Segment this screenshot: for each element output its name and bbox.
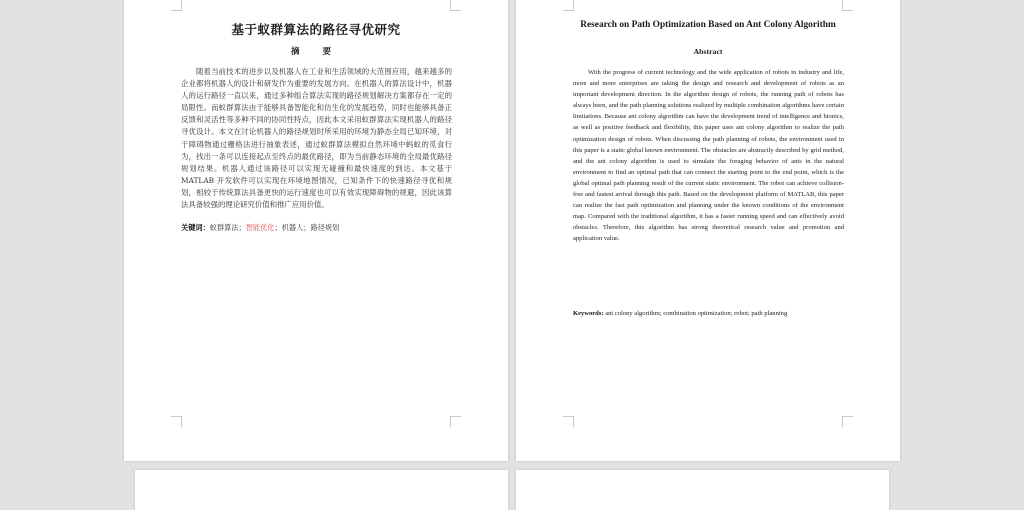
- crop-mark-top-left: [171, 0, 182, 11]
- keywords-line-english: [573, 309, 844, 319]
- crop-mark-top-right: [842, 0, 853, 11]
- abstract-heading-chinese: 摘 要: [291, 47, 341, 57]
- crop-mark-bottom-right: [842, 416, 853, 427]
- crop-mark-bottom-right: [450, 416, 461, 427]
- keyword-separator: ；: [274, 223, 282, 232]
- keyword-highlighted: 智能优化: [245, 223, 275, 232]
- keyword: 路径规划: [310, 223, 340, 232]
- keyword-separator: ；: [238, 223, 246, 232]
- abstract-body-english: With the progress of current technology and the wide application of robots in industry and life, more and more enterprises are taking the design and research and development of robots as an important development direction. In the algorithm design of robots, the running path of robots has always been, and the path planning solutions realized by multiple combination algorithms have certain limitations. Because ant colony algorithm can have the development trend of intelligence and bionics, as well as positive feedback and flexibility, this paper uses ant colony algorithm to realize the path optimization design of robots. When discussing the path planning of robots, the environment used in this paper is a static global known environment. The obstacles are abstractly described by grid method, and the ant colony algorithm is used to simulate the foraging behavior of ants in the natural environment to find an optimal path that can connect the starting point to the end point, which is the global optimal path planning result of the current static environment. The robot can achieve collision-free and fastest arrival through this path. Based on the development platform of MATLAB, this paper can realize the fast path optimization and planning under the known conditions of the environment map. Compared with the traditional algorithm, it has a faster running speed and can effectively avoid obstacles. Therefore, this algorithm has strong theoretical research value and promotion and application value.: [573, 69, 844, 243]
- keywords-label-chinese: 关键词：: [181, 223, 210, 232]
- keyword: 机器人: [281, 223, 304, 232]
- paper-title-english: Research on Path Optimization Based on Ant Colony Algorithm: [580, 20, 836, 30]
- abstract-body-chinese: 随着当前技术的进步以及机器人在工业和生活领域的大范围应用，越来越多的企业都将机器人的设计和研发作为重要的发展方向。在机器人的算法设计中，机器人的运行路径一直以来，通过多种组合算法实现的路径规划解决方案都存在一定的局限性。而蚁群算法由于能够具备智能化和仿生化的发展趋势，同时也能够具备正反馈和灵活性等多种不同的协同性特点，因此本文采用蚁群算法实现机器人的路径寻优设计。本文在讨论机器人的路径规划时所采用的环境为静态全局已知环境，对于障碍物通过栅格法进行抽象表述，通过蚁群算法模拟自然环境中蚂蚁的觅食行为，找出一条可以连接起点至终点的最优路径，即为当前静态环境的全局最优路径规划结果。机器人通过该路径可以实现无碰撞和最快速度的到达。本文基于 MATLAB 开发软件可以实现在环境地图情况，已知条件下的快速路径寻优和规划，相较于传统算法具备更快的运行速度也可以有效实现障碍物的规避，因此该算法具备较强的理论研究价值和推广应用价值。: [181, 67, 452, 210]
- keywords-text-english: ant colony algorithm; combination optimization; robot; path planning: [605, 310, 788, 317]
- crop-mark-bottom-left: [171, 416, 182, 427]
- keywords-line-chinese: [181, 223, 452, 233]
- abstract-heading-english: Abstract: [693, 47, 723, 56]
- paper-title-chinese: 基于蚁群算法的路径寻优研究: [231, 22, 401, 37]
- document-page-english-abstract: [516, 0, 900, 461]
- document-page-chinese-abstract: [124, 0, 508, 461]
- keyword: 蚁群算法: [209, 223, 239, 232]
- crop-mark-top-right: [450, 0, 461, 11]
- document-page-next-left: [135, 470, 508, 510]
- keywords-label-english: Keywords:: [573, 310, 604, 317]
- document-page-next-right: [516, 470, 889, 510]
- crop-mark-bottom-left: [563, 416, 574, 427]
- crop-mark-top-left: [563, 0, 574, 11]
- keyword-separator: ；: [303, 223, 311, 232]
